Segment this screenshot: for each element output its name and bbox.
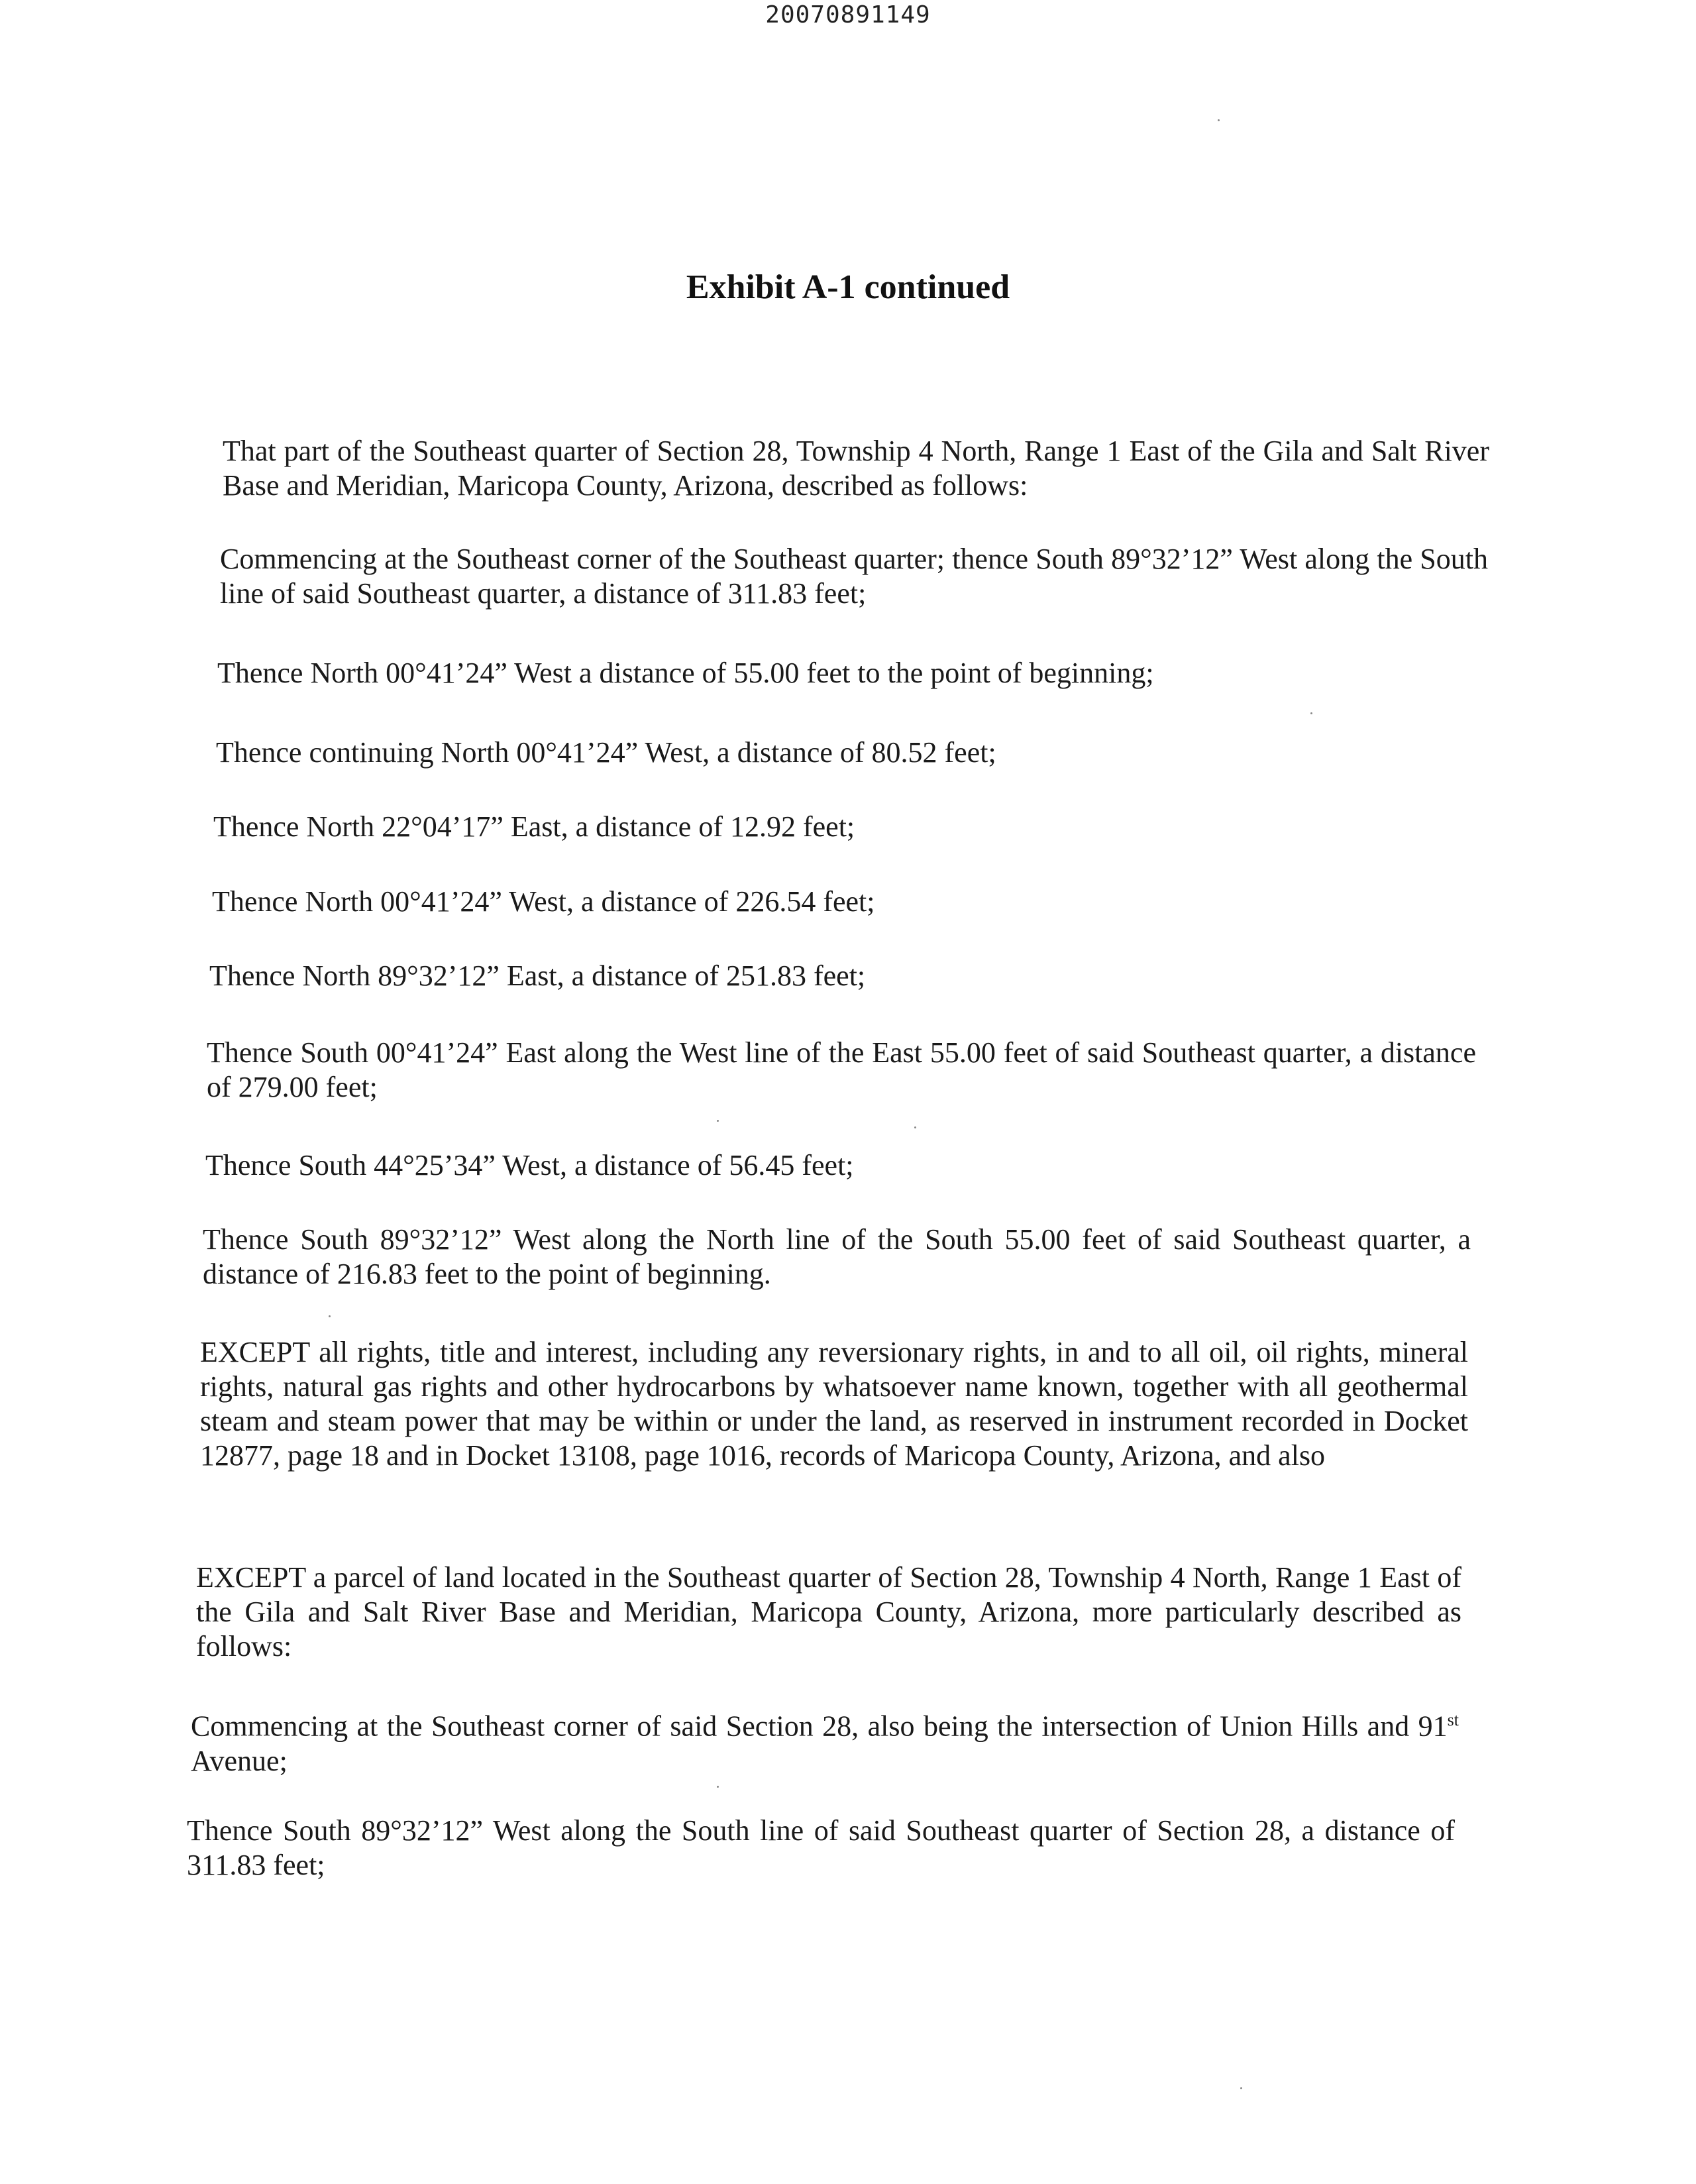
paragraph-course-5: Thence North 89°32’12” East, a distance of 251.83 feet;: [209, 959, 866, 992]
paragraph-course-2: Thence continuing North 00°41’24” West, a distance of 80.52 feet;: [216, 736, 996, 769]
scan-speck: [1218, 119, 1220, 121]
scan-speck: [717, 1786, 719, 1788]
paragraph-course-3: Thence North 22°04’17” East, a distance of 12.92 feet;: [213, 810, 855, 843]
scan-speck: [914, 1126, 916, 1128]
paragraph-final-course: Thence South 89°32’12” West along the South line of said Southeast quarter of Section 28, a distance of 311.83 feet;: [187, 1814, 1455, 1881]
paragraph-commencing-parcel: [191, 1703, 1459, 1778]
scan-speck: [329, 1315, 331, 1317]
paragraph-course-4: Thence North 00°41’24” West, a distance of 226.54 feet;: [212, 885, 875, 918]
scan-speck: [717, 1120, 719, 1122]
paragraph-intro: That part of the Southeast quarter of Section 28, Township 4 North, Range 1 East of the Gila and Salt River Base and Meridian, Maricopa County, Arizona, described as follows:: [223, 435, 1489, 502]
scan-speck: [1310, 712, 1312, 714]
commencing-text: Commencing at the Southeast corner of said Section 28, also being the intersection of Union Hills and 91: [191, 1710, 1448, 1743]
ordinal-suffix: st: [1447, 1710, 1459, 1729]
paragraph-course-1: Thence North 00°41’24” West a distance of 55.00 feet to the point of beginning;: [217, 657, 1154, 689]
paragraph-course-7: Thence South 44°25’34” West, a distance of 56.45 feet;: [205, 1149, 854, 1181]
paragraph-course-8: Thence South 89°32’12” West along the North line of the South 55.00 feet of said Southeast quarter, a distance of 216.83 feet to the point of beginning.: [203, 1223, 1471, 1290]
scan-speck: [1240, 2087, 1242, 2089]
document-number: 20070891149: [765, 1, 931, 28]
commencing-text-end: Avenue;: [191, 1744, 288, 1777]
page-title: Exhibit A-1 continued: [686, 268, 1010, 306]
paragraph-commencing: Commencing at the Southeast corner of the Southeast quarter; thence South 89°32’12” West along the South line of said Southeast quarter, a distance of 311.83 feet;: [220, 543, 1488, 610]
paragraph-except-mineral-rights: EXCEPT all rights, title and interest, including any reversionary rights, in and to all oil, oil rights, mineral rights, natural gas rights and other hydrocarbons by whatsoever name known, together with all geothermal steam and steam power that may be within or under the land, as reserved in instrument recorded in Docket 12877, page 18 and in Docket 13108, page 1016, records of Maricopa County, Arizona, and also: [200, 1336, 1468, 1472]
paragraph-except-parcel: EXCEPT a parcel of land located in the Southeast quarter of Section 28, Township 4 North, Range 1 East of the Gila and Salt River Base and Meridian, Maricopa County, Arizona, more particularly described as follows:: [196, 1561, 1461, 1663]
paragraph-course-6: Thence South 00°41’24” East along the West line of the East 55.00 feet of said Southeast quarter, a distance of 279.00 feet;: [207, 1036, 1476, 1103]
